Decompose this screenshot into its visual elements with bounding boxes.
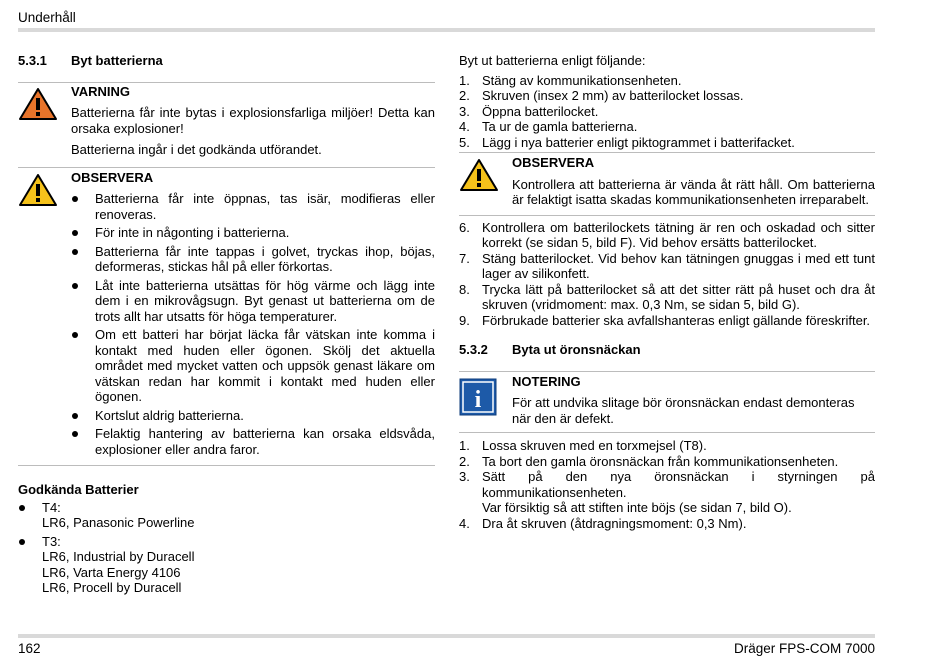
step-item: 4. Ta ur de gamla batterierna. [459, 119, 638, 134]
caution-text: Kontrollera att batterierna är vända åt rätt håll. Om batterierna är felaktigt isatta skadas kommunikationsenheten irreparabelt. [512, 176, 875, 207]
footer-rule [18, 634, 875, 638]
section-title: Byta ut öronsnäckan [512, 342, 641, 357]
list-item: T4: LR6, Panasonic Powerline [18, 500, 435, 531]
steps-list-a [459, 73, 875, 151]
section-number: 5.3.1 [18, 53, 47, 68]
steps-list-532 [459, 438, 875, 531]
step-item: 2. Skruven (insex 2 mm) av batterilocket lossas. [459, 88, 744, 103]
left-column [18, 53, 435, 598]
caution-triangle-icon [459, 155, 512, 208]
approved-batteries-heading: Godkända Batterier [18, 482, 139, 497]
caution-callout-2 [459, 153, 875, 215]
step-item: 9. Förbrukade batterier ska avfallshanteras enligt gällande föreskrifter. [459, 312, 871, 328]
info-icon [459, 374, 512, 427]
step-item: 7. Stäng batterilocket. Vid behov kan tätningen gnuggas i med ett tunt lager av silikonfett. [459, 250, 875, 281]
section-number: 5.3.2 [459, 342, 488, 357]
divider [459, 215, 875, 216]
divider [459, 432, 875, 433]
note-text: För att undvika slitage bör öronsnäckan endast demonteras när den är defekt. [512, 395, 855, 426]
steps-list-b [459, 220, 875, 329]
caution-triangle-icon [18, 170, 71, 461]
caution-title: OBSERVERA [512, 155, 595, 170]
step-item: 3. Öppna batterilocket. [459, 103, 599, 119]
step-item: 4. Dra åt skruven (åtdragningsmoment: 0,3 Nm). [459, 515, 747, 531]
note-title: NOTERING [512, 373, 581, 389]
step-item: 6. Kontrollera om batterilockets tätning är ren och oskadad och sitter korrekt (se sidan 5, bild F). Vid behov ersätts batterilocket. [459, 219, 875, 250]
warning-title: VARNING [71, 83, 130, 99]
section-title: Byt batterierna [71, 53, 163, 68]
list-item: Batterierna får inte tappas i golvet, tryckas ihop, böjas, deformeras, stickas hål på eller förkortas. [71, 244, 435, 275]
step-item: 2. Ta bort den gamla öronsnäckan från kommunikationsenheten. [459, 453, 839, 469]
list-item: Batterierna får inte öppnas, tas isär, modifieras eller renoveras. [71, 191, 435, 222]
list-item: För inte in någonting i batterierna. [71, 225, 435, 241]
step-item: 8. Trycka lätt på batterilocket så att det sitter rätt på huset och dra åt skruven (vridmoment: max. 0,3 Nm, se sidan 5, bild G). [459, 281, 875, 312]
warning-text: Batterierna får inte bytas i explosionsfarliga miljöer! Detta kan orsaka explosioner! [71, 105, 435, 136]
section-heading-531 [18, 53, 435, 69]
list-item: T3: LR6, Industrial by Duracell LR6, Varta Energy 4106 LR6, Procell by Duracell [18, 534, 435, 596]
list-item: Felaktig hantering av batterierna kan orsaka eldsvåda, explosioner eller andra faror. [71, 426, 435, 457]
warning-triangle-icon [18, 84, 71, 164]
approved-batteries-list [18, 500, 435, 596]
step-item: 1. Lossa skruven med en torxmejsel (T8). [459, 438, 707, 453]
note-callout [459, 372, 875, 433]
intro-text: Byt ut batterierna enligt följande: [459, 53, 646, 68]
step-item: 3. Sätt på den nya öronsnäckan i styrningen på kommunikationsenheten. Var försiktig så att stiften inte böjs (se sidan 7, bild O). [459, 469, 875, 515]
list-item: Låt inte batterierna utsättas för hög värme och lägg inte dem i en mikrovågsugn. Byt genast ut batterierna om de trots allt har utsatts för höga temperaturer. [71, 278, 435, 325]
step-item: 1. Stäng av kommunikationsenheten. [459, 72, 682, 88]
svg-text:i: i [474, 386, 482, 413]
header-rule [18, 28, 875, 32]
warning-text-2: Batterierna ingår i det godkända utförandet. [71, 142, 322, 157]
list-item: Om ett batteri har börjat läcka får vätskan inte komma i kontakt med huden eller ögonen. Skölj det aktuella området med mycket vatten och uppsök genast läkare om vätskan redan har kommit i kontakt med huden eller ögonen. [71, 327, 435, 405]
page-number: 162 [18, 641, 41, 656]
right-column [459, 53, 875, 531]
caution-title: OBSERVERA [71, 169, 154, 185]
header-title: Underhåll [18, 10, 76, 25]
caution-list [71, 191, 435, 457]
warning-callout [18, 83, 435, 167]
list-item: Kortslut aldrig batterierna. [71, 408, 435, 424]
step-item: 5. Lägg i nya batterier enligt piktogrammet i batterifacket. [459, 134, 795, 150]
section-heading-532 [459, 342, 875, 358]
caution-callout [18, 168, 435, 464]
product-name: Dräger FPS-COM 7000 [733, 641, 875, 656]
